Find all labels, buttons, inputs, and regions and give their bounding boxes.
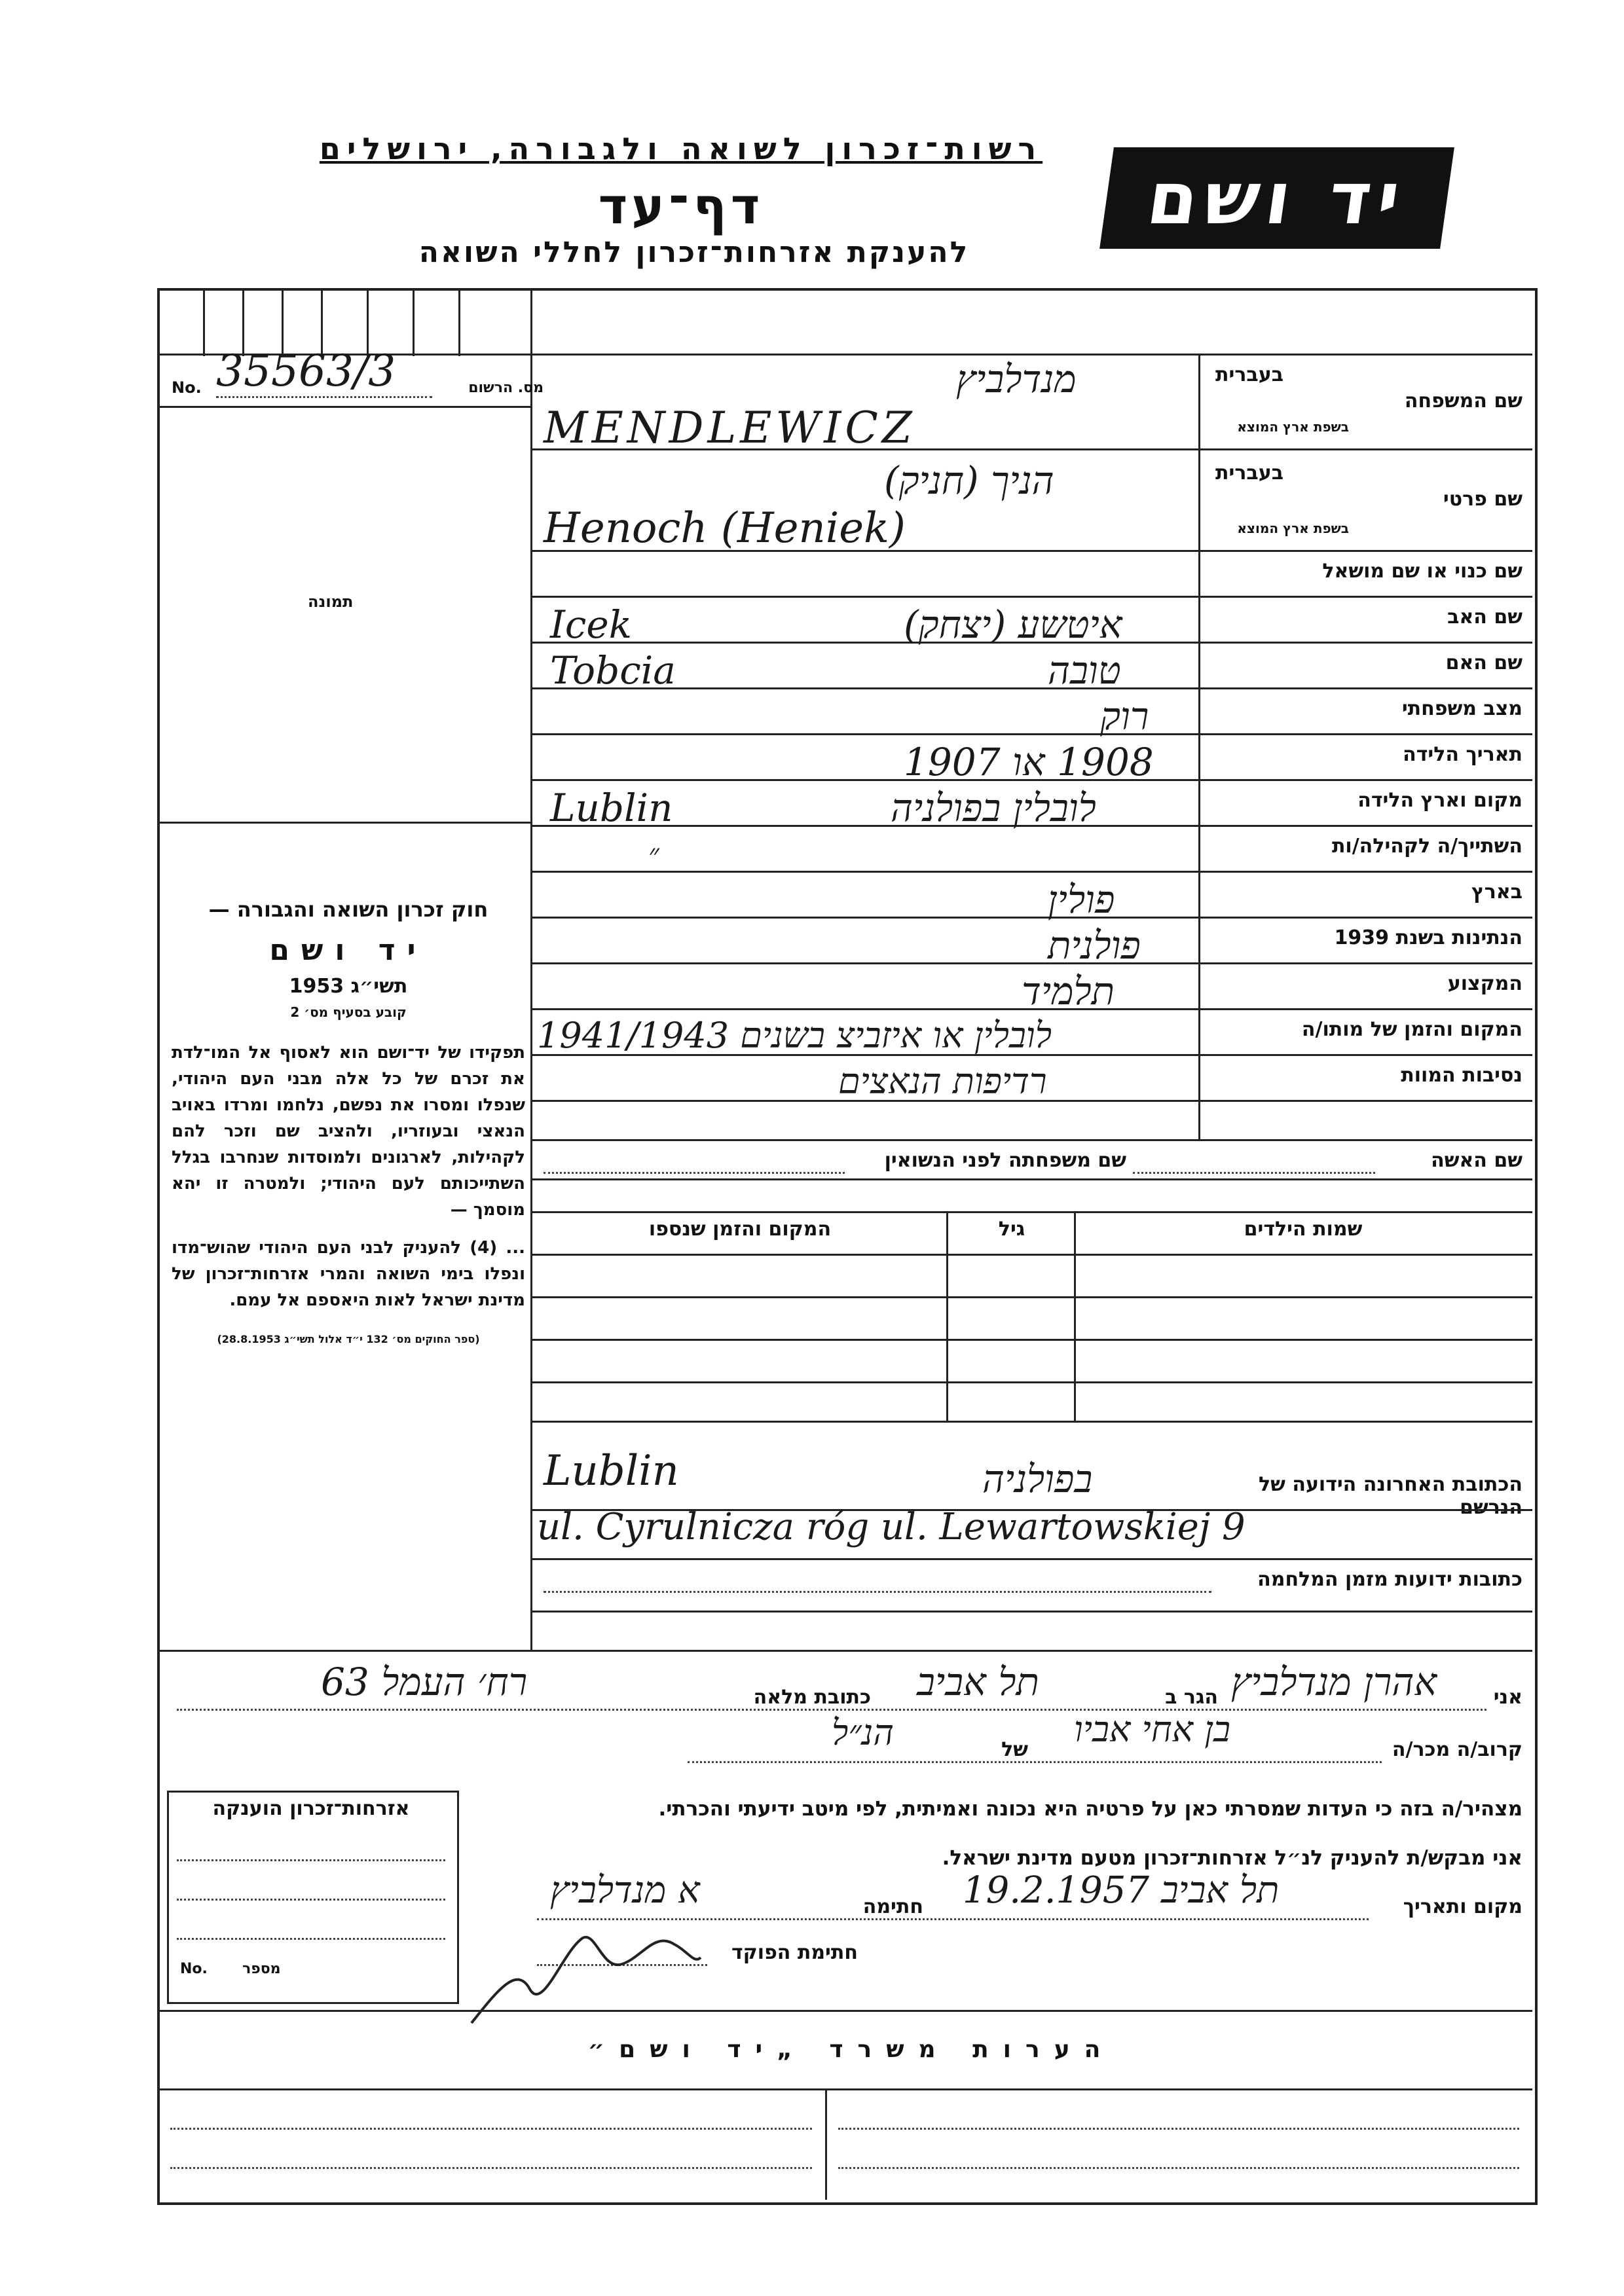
wife-maiden-name-label: שם משפחתה לפני הנשואין <box>884 1149 1126 1172</box>
profession-label: המקצוע <box>1447 972 1522 995</box>
registration-no-label: No. <box>172 378 202 397</box>
first-name-label: שם פרטי <box>1443 488 1522 511</box>
dotted-line <box>838 2128 1519 2130</box>
award-box-title: אזרחות־זכרון הוענקה <box>212 1797 410 1820</box>
birth-date-value: 1908 או 1907 <box>904 740 1154 784</box>
photo-label: תמונה <box>308 592 354 611</box>
logo-text: יד ושם <box>1142 156 1412 240</box>
stub-divider <box>458 291 460 356</box>
table-row-divider <box>530 1381 1532 1383</box>
award-no-hebrew-label: מספר <box>242 1961 281 1977</box>
row-divider <box>530 1139 1532 1141</box>
family-name-label: שם המשפחה <box>1404 390 1522 412</box>
signature-label: חתימה <box>862 1895 923 1918</box>
table-row-divider <box>530 1421 1532 1423</box>
father-name-latin-value: Icek <box>550 602 632 647</box>
dotted-line <box>170 2167 812 2169</box>
column-divider <box>530 288 532 1650</box>
organization-name: רשות־זכרון לשואה ולגבורה, ירושלים <box>319 131 1043 166</box>
law-paragraph: תפקידו של יד־ושם הוא לאסוף אל המו־לדת את זכרם של כל אלה מבני העם היהודי, שנפלו ומסרו את נפשם, נלחמו ומרדו באויב הנאצי ובעוזריו, ולהציב שם וזכר להם לקהילות, לארגונים ולמוסדות שנחרבו בגלל השתייכותם לעם היהודי; ולמטרה זו יהא מוסמך — <box>172 1043 525 1220</box>
stub-divider <box>203 291 205 356</box>
declarant-signature: א מנדלביץ <box>550 1869 700 1912</box>
registration-no-hebrew-label: מס. הרשום <box>468 380 544 396</box>
birth-date-label: תאריך הלידה <box>1403 743 1522 766</box>
form-title: דף־עד <box>598 177 764 235</box>
table-row-divider <box>530 1339 1532 1341</box>
dotted-line <box>177 1938 445 1940</box>
registration-no-value: 35563/3 <box>216 346 396 396</box>
father-name-label: שם האב <box>1447 606 1522 629</box>
law-name: יד ושם <box>269 934 428 967</box>
marital-status-label: מצב משפחתי <box>1401 697 1522 720</box>
last-address-label: הכתובת האחרונה הידועה של הנרשם <box>1258 1473 1522 1519</box>
form-subtitle: להענקת אזרחות־זכרון לחללי השואה <box>418 236 970 269</box>
death-place-time-label: המקום והזמן של מותו/ה <box>1301 1018 1522 1041</box>
law-clause: קובע בסעיף מס׳ 2 <box>290 1004 407 1020</box>
award-no-label: No. <box>180 1961 208 1977</box>
nickname-label: שם כנוי או שם מושאל <box>1322 560 1522 583</box>
dotted-line <box>177 1899 445 1901</box>
officer-signature-label: חתימת הפוקד <box>731 1941 858 1964</box>
death-circumstances-label: נסיבות המוות <box>1401 1064 1522 1087</box>
table-column-divider <box>1074 1211 1076 1421</box>
section-divider <box>157 1650 1532 1652</box>
last-address-country-hebrew: בפולניה <box>982 1457 1093 1501</box>
stub-divider <box>413 291 415 356</box>
dotted-line <box>544 1591 1211 1593</box>
row-divider <box>530 733 1532 735</box>
law-excerpt <box>172 897 525 1345</box>
dotted-line <box>544 1172 845 1174</box>
row-divider <box>530 596 1532 598</box>
row-divider <box>530 1178 1532 1180</box>
row-divider <box>157 2088 1532 2090</box>
father-name-hebrew-value: איטשע (יצחק) <box>904 602 1122 647</box>
declaration-text: מצהיר/ה בזה כי העדות שמסרתי כאן על פרטיה היא נכונה ואמיתית, לפי מיטב ידיעתי והכרתי. <box>658 1797 1522 1821</box>
first-name-hebrew-value: הניך (חניק) <box>884 458 1054 503</box>
dotted-line <box>838 2167 1519 2169</box>
birth-place-latin-value: Lublin <box>550 786 673 830</box>
wife-name-label: שם האשה <box>1431 1149 1522 1172</box>
birth-place-label: מקום וארץ הלידה <box>1357 789 1522 812</box>
in-native-label: בשפת ארץ המוצא <box>1237 419 1349 435</box>
row-divider <box>157 406 530 408</box>
mother-name-label: שם האם <box>1445 651 1522 674</box>
law-year: תשי״ג 1953 <box>289 975 408 998</box>
citizenship-label: הנתינות בשנת 1939 <box>1334 926 1522 949</box>
row-divider <box>157 822 530 824</box>
residence-value: תל אביב <box>917 1660 1039 1704</box>
country-label: בארץ <box>1471 881 1522 903</box>
law-reference: (ספר החוקים מס׳ 132 י״ד אלול תשי״ג 28.8.1953) <box>217 1333 480 1345</box>
request-text: אני מבקש/ת להעניק לנ״ל אזרחות־זכרון מטעם מדינת ישראל. <box>942 1846 1522 1870</box>
last-address-street: ul. Cyrulnicza róg ul. Lewartowskiej 9 <box>537 1506 1246 1548</box>
dotted-line <box>688 1761 1382 1763</box>
family-name-native-value: MENDLEWICZ <box>544 403 916 453</box>
award-box <box>167 1791 459 2004</box>
place-date-label: מקום ותאריך <box>1403 1895 1522 1918</box>
law-title: חוק זכרון השואה והגבורה — <box>208 897 489 922</box>
column-divider <box>825 2088 827 2200</box>
section-divider <box>157 2010 1532 2012</box>
table-row-divider <box>530 1296 1532 1298</box>
in-native-label: בשפת ארץ המוצא <box>1237 520 1349 536</box>
dotted-line <box>216 396 432 398</box>
full-address-value: רח׳ העמל 63 <box>321 1660 528 1704</box>
relative-label: קרוב/ה מכר/ה <box>1392 1738 1522 1761</box>
first-name-native-value: Henoch (Heniek) <box>544 504 906 553</box>
country-value: פולין <box>1048 877 1115 922</box>
death-circumstances-value: רדיפות הנאצים <box>838 1061 1047 1102</box>
row-divider <box>530 1558 1532 1560</box>
row-divider <box>530 1211 1532 1213</box>
row-divider <box>530 962 1532 964</box>
marital-status-value: רוק <box>1100 694 1149 738</box>
relation-value: בן אחי אביו <box>1074 1709 1231 1750</box>
table-column-divider <box>946 1211 948 1421</box>
label-column-divider <box>1198 354 1200 1139</box>
dotted-line <box>177 1859 445 1861</box>
community-label: השתייך/ה לקהילה/ות <box>1331 835 1522 858</box>
declarant-name: אהרן מנדלביץ <box>1231 1660 1437 1704</box>
children-death-header: המקום והזמן שנספו <box>648 1218 832 1241</box>
place-date-value: תל אביב 19.2.1957 <box>963 1869 1280 1912</box>
row-divider <box>530 687 1532 689</box>
mother-name-latin-value: Tobcia <box>550 648 676 693</box>
birth-place-hebrew-value: לובלין בפולניה <box>891 786 1096 830</box>
declarant-i-label: אני <box>1493 1686 1522 1709</box>
family-name-hebrew-value: מנדלביץ <box>956 357 1077 401</box>
mother-name-hebrew-value: טובה <box>1048 648 1121 693</box>
last-address-city-latin: Lublin <box>544 1447 679 1495</box>
officer-signature <box>458 1912 707 2036</box>
dotted-line <box>1133 1172 1375 1174</box>
children-age-header: גיל <box>998 1218 1025 1241</box>
children-names-header: שמות הילדים <box>1244 1218 1363 1241</box>
wartime-address-label: כתובות ידועות מזמן המלחמה <box>1257 1568 1522 1591</box>
in-hebrew-label: בעברית <box>1215 462 1283 484</box>
death-place-time-value: לובלין או איזביצ בשנים 1941/1943 <box>537 1015 1052 1056</box>
full-address-label: כתובת מלאה <box>753 1686 871 1709</box>
row-divider <box>530 917 1532 919</box>
dotted-line <box>177 1709 1486 1711</box>
profession-value: תלמיד <box>1022 969 1115 1013</box>
dotted-line <box>170 2128 812 2130</box>
row-divider <box>530 1611 1532 1613</box>
yad-vashem-logo <box>1099 147 1454 249</box>
citizenship-value: פולנית <box>1048 923 1141 968</box>
table-row-divider <box>530 1254 1532 1256</box>
of-value: הנ״ל <box>832 1712 894 1753</box>
of-label: של <box>1001 1738 1028 1761</box>
law-paragraph: ... (4) להעניק לבני העם היהודי שהוש־מדו ונפלו בימי השואה והמרי אזרחות־זכרון של מדינת ישראל לאות היאספם אל עמם. <box>172 1238 525 1310</box>
row-divider <box>530 871 1532 873</box>
in-hebrew-label: בעברית <box>1215 363 1283 386</box>
community-value: ״ <box>648 838 659 871</box>
resident-label: הגר ב <box>1165 1686 1218 1709</box>
office-remarks-title: הערות משרד „יד ושם״ <box>587 2036 1115 2063</box>
